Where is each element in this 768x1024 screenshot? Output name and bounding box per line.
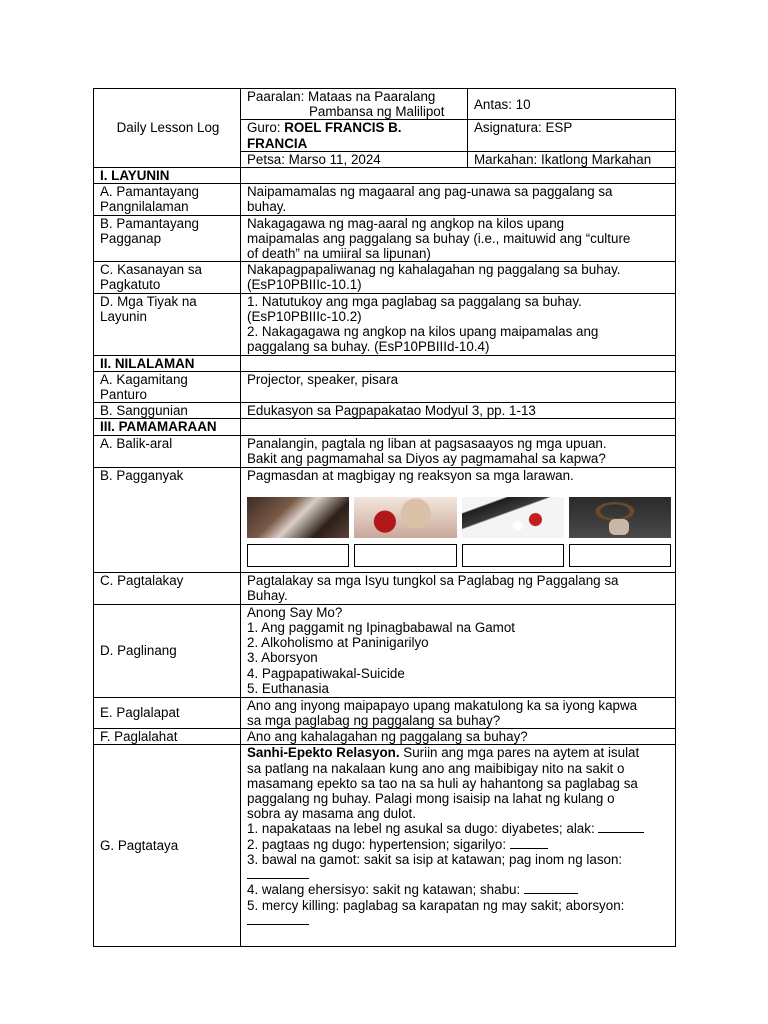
- label-line: D. Mga Tiyak na: [100, 293, 197, 309]
- image-source-box: [247, 544, 349, 567]
- label-line: C. Kasanayan sa: [100, 262, 202, 278]
- answer-blank[interactable]: [524, 882, 578, 894]
- text-line: sobra ay masama ang dulot.: [247, 806, 416, 822]
- text-line: sa mga paglabag ng paggalang sa buhay?: [247, 713, 501, 729]
- teacher-cell: [241, 120, 468, 151]
- label-pagtataya: G. Pagtataya: [94, 745, 241, 947]
- label-pamantayang-pangnilalaman: [94, 184, 241, 215]
- label-line: Pangnilalaman: [100, 199, 189, 215]
- text-line: sa patlang na nakalaan kung ano ang maibibigay nito na sakit o: [247, 760, 625, 776]
- assessment-item-1: [247, 821, 671, 836]
- section-pamamaraan: III. PAMAMARAAN: [94, 419, 241, 435]
- item-text: 2. pagtaas ng dugo: hypertension; sigarilyo:: [247, 836, 510, 852]
- label-line: Layunin: [100, 308, 147, 324]
- text-line: Ano ang inyong maipapayo upang makatulong ka sa iyong kapwa: [247, 697, 638, 713]
- image-source-box: [354, 544, 456, 567]
- text-line: Anong Say Mo?: [247, 604, 343, 620]
- answer-blank[interactable]: [247, 913, 309, 925]
- teacher-name: ROEL FRANCIS B. FRANCIA: [247, 120, 402, 151]
- answer-blank[interactable]: [247, 867, 309, 879]
- text-line: Bakit ang pagmamahal sa Diyos ay pagmamahal sa kapwa?: [247, 450, 606, 466]
- text-line: Panalangin, pagtala ng liban at pagsasaayos ng mga upuan.: [247, 435, 607, 451]
- item-text: 4. walang ehersisyo: sakit ng katawan; shabu:: [247, 882, 524, 898]
- text-line: 2. Alkoholismo at Paninigarilyo: [247, 635, 429, 651]
- text-line: Pagmasdan at magbigay ng reaksyon sa mga larawan.: [247, 467, 574, 483]
- label-line: A. Pamantayang: [100, 184, 200, 200]
- text-line: 1. Ang paggamit ng Ipinagbabawal na Gamot: [247, 620, 516, 636]
- content-kasanayan: [241, 262, 676, 293]
- content-paglalahat: Ano ang kahalagahan ng paggalang sa buhay?: [241, 729, 676, 745]
- label-pamantayang-pagganap: [94, 215, 241, 262]
- content-paglalapat: [241, 697, 676, 728]
- text-line: Nakapagpapaliwanag ng kahalagahan ng paggalang sa buhay.: [247, 262, 621, 278]
- text-line: [247, 745, 671, 760]
- label-line: A. Kagamitang: [100, 371, 188, 387]
- assessment-item-3-blank: [247, 867, 671, 882]
- text-line: maipamalas ang paggalang sa buhay (i.e., maituwid ang “culture: [247, 230, 631, 246]
- quarter-cell: Markahan: Ikatlong Markahan: [468, 151, 676, 167]
- teacher-label: Guro:: [247, 120, 285, 136]
- content-kagamitang-panturo: Projector, speaker, pisara: [241, 371, 676, 402]
- label-line: Pagganap: [100, 230, 162, 246]
- label-pagtalakay: C. Pagtalakay: [94, 572, 241, 604]
- content-pamantayang-pangnilalaman: [241, 184, 676, 215]
- text-line: 1. Natutukoy ang mga paglabag sa paggalang sa buhay.: [247, 293, 582, 309]
- label-paglalapat: E. Paglalapat: [94, 697, 241, 728]
- assessment-item-5-blank: [247, 913, 671, 928]
- item-text: 1. napakataas na lebel ng asukal sa dugo: diyabetes; alak:: [247, 821, 599, 837]
- text-line: 4. Pagpapatiwakal-Suicide: [247, 665, 405, 681]
- text-line: 5. Euthanasia: [247, 680, 329, 696]
- label-line: Panturo: [100, 387, 147, 403]
- label-paglalahat: F. Paglalahat: [94, 729, 241, 745]
- assessment-item-2: [247, 837, 671, 852]
- label-sanggunian: B. Sanggunian: [94, 403, 241, 419]
- section-layunin-blank: [241, 168, 676, 184]
- answer-blank[interactable]: [510, 837, 548, 849]
- photo-pills-blood: [354, 497, 456, 538]
- assessment-item-5: [247, 898, 671, 913]
- document-title: Daily Lesson Log: [94, 89, 241, 168]
- section-nilalaman: II. NILALAMAN: [94, 355, 241, 371]
- content-pagtataya: [241, 745, 676, 947]
- school-cell: [241, 89, 468, 120]
- text-line: Naipamamalas ng magaaral ang pag-unawa sa paggalang sa: [247, 184, 613, 200]
- content-pamantayang-pagganap: [241, 215, 676, 262]
- text-line: 2. Nakagagawa ng angkop na kilos upang maipamalas ang: [247, 324, 599, 340]
- content-pagtalakay: [241, 572, 676, 604]
- text-line: paggalang sa buhay. (EsP10PBIIId-10.4): [247, 339, 490, 355]
- text-fragment: Suriin ang mga pares na aytem at isulat: [399, 745, 640, 761]
- label-line: Pagkatuto: [100, 277, 161, 293]
- section-layunin: I. LAYUNIN: [94, 168, 241, 184]
- assessment-title: Sanhi-Epekto Relasyon.: [247, 745, 400, 761]
- text-line: Buhay.: [247, 588, 288, 604]
- text-line: buhay.: [247, 199, 287, 215]
- label-paglinang: D. Paglinang: [94, 604, 241, 697]
- image-strip: [247, 497, 671, 538]
- subject-cell: Asignatura: ESP: [468, 120, 676, 151]
- school-line-2: Pambansa ng Malilipot: [309, 104, 445, 120]
- assessment-item-3: [247, 852, 671, 867]
- label-balik-aral: A. Balik-aral: [94, 435, 241, 467]
- section-nilalaman-blank: [241, 355, 676, 371]
- label-kasanayan: [94, 262, 241, 293]
- text-line: of death” na umiiral sa lipunan): [247, 246, 431, 262]
- school-line-1: Paaralan: Mataas na Paaralang: [247, 89, 436, 104]
- photo-syringe-pills: [462, 497, 564, 538]
- content-pagganyak: [241, 467, 676, 572]
- photo-noose: [569, 497, 671, 538]
- text-line: paggalang ng buhay. Palagi mong isaisip na lahat ng kulang o: [247, 791, 615, 807]
- photo-cigarette: [247, 497, 349, 538]
- image-source-box: [569, 544, 671, 567]
- daily-lesson-log-table: [93, 88, 676, 947]
- image-source-box: [462, 544, 564, 567]
- label-line: B. Pamantayang: [100, 215, 200, 231]
- label-kagamitang-panturo: [94, 371, 241, 402]
- content-paglinang: [241, 604, 676, 697]
- label-tiyak-na-layunin: [94, 293, 241, 355]
- date-cell: Petsa: Marso 11, 2024: [241, 151, 468, 167]
- item-text: 3. bawal na gamot: sakit sa isip at katawan; pag inom ng lason:: [247, 851, 623, 867]
- text-line: (EsP10PBIIIc-10.1): [247, 277, 362, 293]
- assessment-item-4: [247, 882, 671, 897]
- text-line: masamang epekto sa tao na sa huli ay hahantong sa paglabag sa: [247, 775, 638, 791]
- content-balik-aral: [241, 435, 676, 467]
- image-source-boxes: [247, 544, 671, 567]
- item-text: 5. mercy killing: paglabag sa karapatan ng may sakit; aborsyon:: [247, 897, 625, 913]
- content-sanggunian: Edukasyon sa Pagpapakatao Modyul 3, pp. 1-13: [241, 403, 676, 419]
- label-pagganyak: B. Pagganyak: [94, 467, 241, 572]
- grade-cell: Antas: 10: [468, 89, 676, 120]
- content-tiyak-na-layunin: [241, 293, 676, 355]
- text-line: (EsP10PBIIIc-10.2): [247, 308, 362, 324]
- text-line: 3. Aborsyon: [247, 650, 318, 666]
- answer-blank[interactable]: [598, 821, 644, 833]
- text-line: Nakagagawa ng mag-aaral ng angkop na kilos upang: [247, 215, 565, 231]
- text-line: Pagtalakay sa mga Isyu tungkol sa Paglabag ng Paggalang sa: [247, 572, 619, 588]
- section-pamamaraan-blank: [241, 419, 676, 435]
